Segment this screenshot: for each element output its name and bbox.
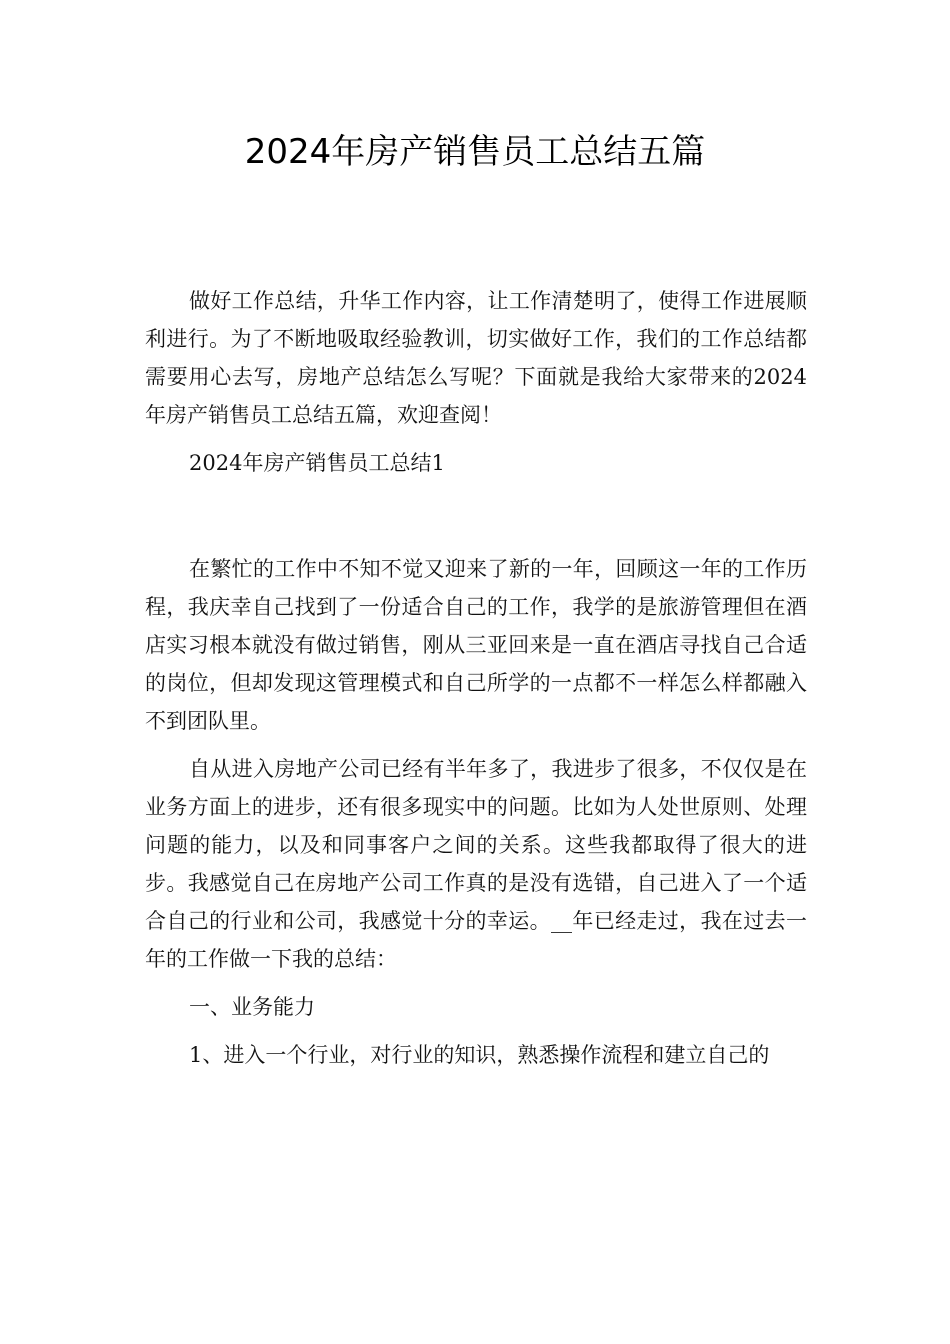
paragraph-3: 1、进入一个行业，对行业的知识，熟悉操作流程和建立自己的: [189, 1043, 770, 1067]
subsection-heading: 一、业务能力: [189, 995, 315, 1019]
paragraph-1: 在繁忙的工作中不知不觉又迎来了新的一年，回顾这一年的工作历程，我庆幸自己找到了一份适合自己的工作，我学的是旅游管理但在酒店实习根本就没有做过销售，刚从三亚回来是一直在酒店寻找自己合适的岗位，但却发现这管理模式和自己所学的一点都不一样怎么样都融入不到团队里。: [145, 557, 807, 733]
document-body: [145, 282, 807, 1074]
paragraph-2: 自从进入房地产公司已经有半年多了，我进步了很多，不仅仅是在业务方面上的进步，还有很多现实中的问题。比如为人处世原则、处理问题的能力，以及和同事客户之间的关系。这些我都取得了很大的进步。我感觉自己在房地产公司工作真的是没有选错，自己进入了一个适合自己的行业和公司，我感觉十分的幸运。__年已经走过，我在过去一年的工作做一下我的总结：: [145, 757, 807, 971]
section-heading-1: 2024年房产销售员工总结1: [189, 451, 445, 475]
intro-paragraph: 做好工作总结，升华工作内容，让工作清楚明了，使得工作进展顺利进行。为了不断地吸取经验教训，切实做好工作，我们的工作总结都需要用心去写，房地产总结怎么写呢？下面就是我给大家带来的2024年房产销售员工总结五篇，欢迎查阅！: [145, 289, 807, 427]
document-title: 2024年房产销售员工总结五篇: [244, 132, 706, 172]
